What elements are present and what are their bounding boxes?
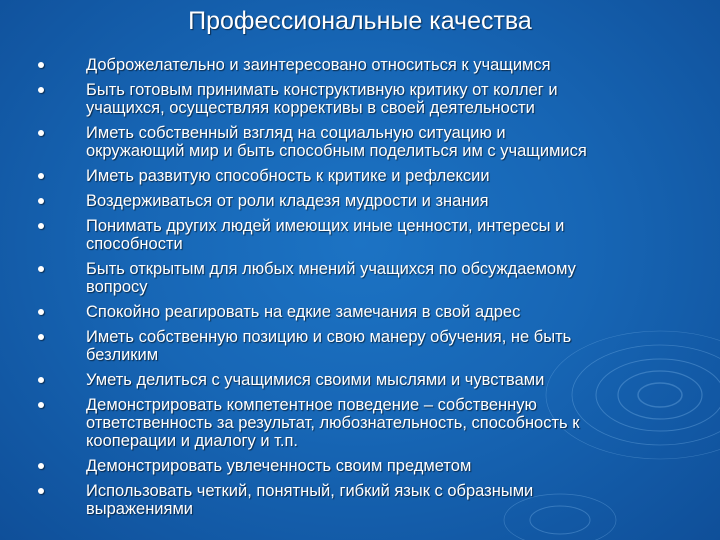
bullet-dot-icon [38, 266, 44, 272]
slide-title: Профессиональные качества [188, 7, 532, 35]
bullet-item [38, 482, 708, 518]
bullet-text-line: способности [86, 235, 183, 253]
bullet-dot-icon [38, 334, 44, 340]
bullet-text-line: выражениями [86, 500, 194, 518]
bullet-dot-icon [38, 488, 44, 494]
bullet-text-line: Воздерживаться от роли кладезя мудрости и знания [86, 192, 489, 210]
bullet-item [38, 167, 708, 185]
bullet-item [38, 457, 708, 475]
bullet-text-line: Уметь делиться с учащимися своими мыслями и чувствами [86, 371, 545, 389]
bullet-text-line: Демонстрировать увлеченность своим предметом [86, 457, 472, 475]
bullet-text-line: Иметь собственную позицию и свою манеру обучения, не быть [86, 328, 572, 346]
bullet-text-line: Быть открытым для любых мнений учащихся по обсуждаемому [86, 260, 576, 278]
bullet-dot-icon [38, 173, 44, 179]
bullet-list [38, 56, 708, 525]
bullet-text-line: ответственность за результат, любознательность, способность к [86, 414, 580, 432]
bullet-text-line: Использовать четкий, понятный, гибкий язык с образными [86, 482, 534, 500]
bullet-item [38, 81, 708, 117]
bullet-text-line: Иметь развитую способность к критике и рефлексии [86, 167, 490, 185]
bullet-dot-icon [38, 87, 44, 93]
bullet-text-line: Демонстрировать компетентное поведение – собственную [86, 396, 537, 414]
bullet-dot-icon [38, 130, 44, 136]
bullet-dot-icon [38, 463, 44, 469]
bullet-item [38, 303, 708, 321]
bullet-item [38, 260, 708, 296]
bullet-text-line: Иметь собственный взгляд на социальную ситуацию и [86, 124, 506, 142]
bullet-dot-icon [38, 223, 44, 229]
bullet-item [38, 328, 708, 364]
bullet-item [38, 217, 708, 253]
bullet-text-line: Доброжелательно и заинтересовано относиться к учащимся [86, 56, 551, 74]
bullet-text-line: кооперации и диалогу и т.п. [86, 432, 298, 450]
bullet-dot-icon [38, 402, 44, 408]
bullet-text-line: окружающий мир и быть способным поделиться им с учащимися [86, 142, 587, 160]
bullet-item [38, 56, 708, 74]
bullet-item [38, 396, 708, 450]
bullet-text-line: вопросу [86, 278, 148, 296]
bullet-text-line: безликим [86, 346, 159, 364]
bullet-item [38, 124, 708, 160]
bullet-dot-icon [38, 377, 44, 383]
bullet-text-line: Спокойно реагировать на едкие замечания в свой адрес [86, 303, 521, 321]
bullet-text-line: Понимать других людей имеющих иные ценности, интересы и [86, 217, 565, 235]
bullet-dot-icon [38, 198, 44, 204]
bullet-dot-icon [38, 309, 44, 315]
bullet-text-line: Быть готовым принимать конструктивную критику от коллег и [86, 81, 558, 99]
bullet-text-line: учащихся, осуществляя коррективы в своей деятельности [86, 99, 535, 117]
bullet-item [38, 192, 708, 210]
bullet-dot-icon [38, 62, 44, 68]
bullet-item [38, 371, 708, 389]
